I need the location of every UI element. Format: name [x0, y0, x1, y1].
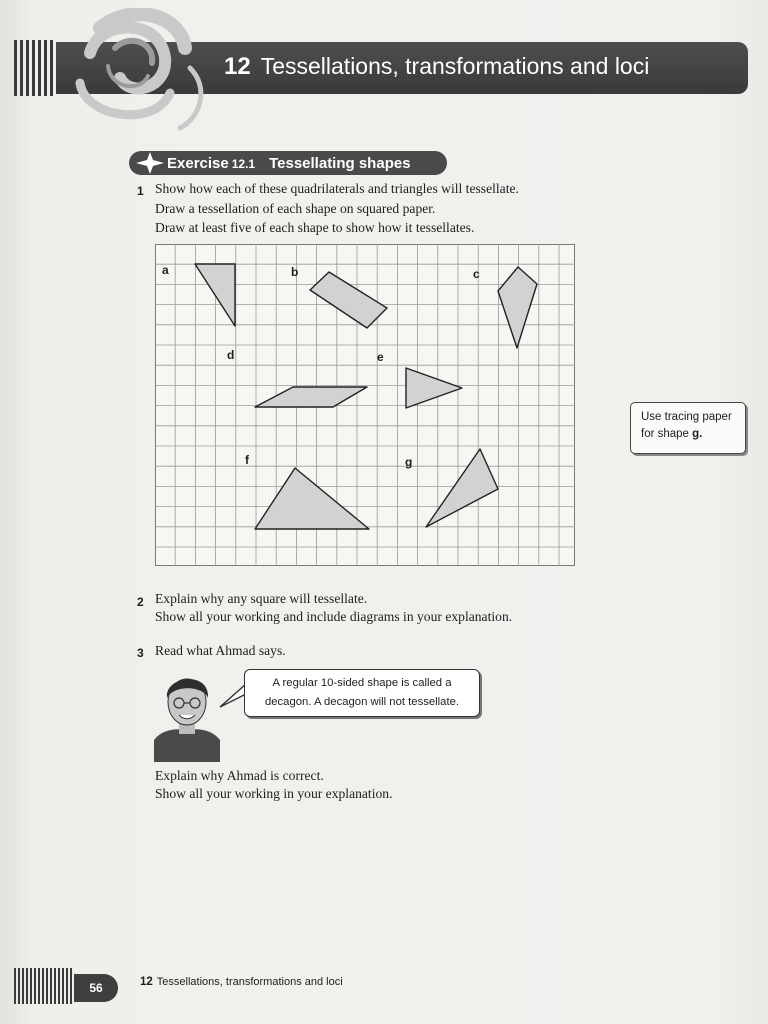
shape-label-b: b: [291, 265, 299, 279]
shape-label-f: f: [245, 453, 249, 467]
shape-label-e: e: [377, 350, 384, 364]
question-1-line-1: Show how each of these quadrilaterals and triangles will tessellate.: [155, 181, 519, 196]
margin-note-line-2: for shape: [641, 428, 693, 440]
exercise-title: Tessellating shapes: [269, 154, 411, 172]
exercise-heading: [129, 151, 447, 175]
page-number: 56: [74, 974, 118, 1002]
question-3-line-2: Show all your working in your explanation.: [155, 786, 393, 801]
speech-line-1: A regular 10-sided shape is called a: [272, 677, 452, 689]
exercise-number: 12.1: [231, 156, 256, 171]
question-3-intro: Read what Ahmad says.: [155, 643, 286, 658]
margin-note-line-1: Use tracing paper: [641, 411, 732, 423]
header-stripes: [14, 40, 56, 96]
ahmad-portrait-icon: [154, 668, 220, 762]
question-2-line-2: Show all your working and include diagrams in your explanation.: [155, 609, 513, 624]
footer-chapter-number: 12: [140, 976, 153, 988]
question-2-number: 2: [137, 595, 144, 609]
footer-stripes: [14, 968, 74, 1004]
question-1-line-2: Draw a tessellation of each shape on squared paper.: [155, 201, 436, 216]
exercise-label: Exercise: [167, 154, 229, 172]
question-2-line-1: Explain why any square will tessellate.: [155, 591, 368, 606]
shape-label-g: g: [405, 455, 413, 469]
shape-label-a: a: [162, 263, 169, 277]
chapter-number: 12: [224, 53, 251, 80]
footer-chapter-title: Tessellations, transformations and loci: [156, 976, 343, 988]
question-3-number: 3: [137, 646, 144, 660]
speech-line-2: decagon. A decagon will not tessellate.: [264, 696, 460, 708]
squared-grid: [155, 244, 575, 566]
question-1-number: 1: [137, 184, 144, 198]
shape-label-d: d: [227, 348, 235, 362]
star-icon: [135, 152, 165, 174]
shape-label-c: c: [473, 267, 480, 281]
swirl-logo-icon: [60, 8, 220, 133]
speech-bubble: [244, 669, 480, 717]
margin-note-shape-ref: g.: [692, 428, 703, 440]
margin-note-box: [630, 402, 746, 454]
chapter-title: [224, 53, 649, 81]
chapter-title-text: Tessellations, transformations and loci: [260, 53, 650, 79]
question-1-line-3: Draw at least five of each shape to show how it tessellates.: [155, 220, 475, 235]
footer-running-title: [140, 976, 343, 988]
question-3-line-1: Explain why Ahmad is correct.: [155, 768, 324, 783]
